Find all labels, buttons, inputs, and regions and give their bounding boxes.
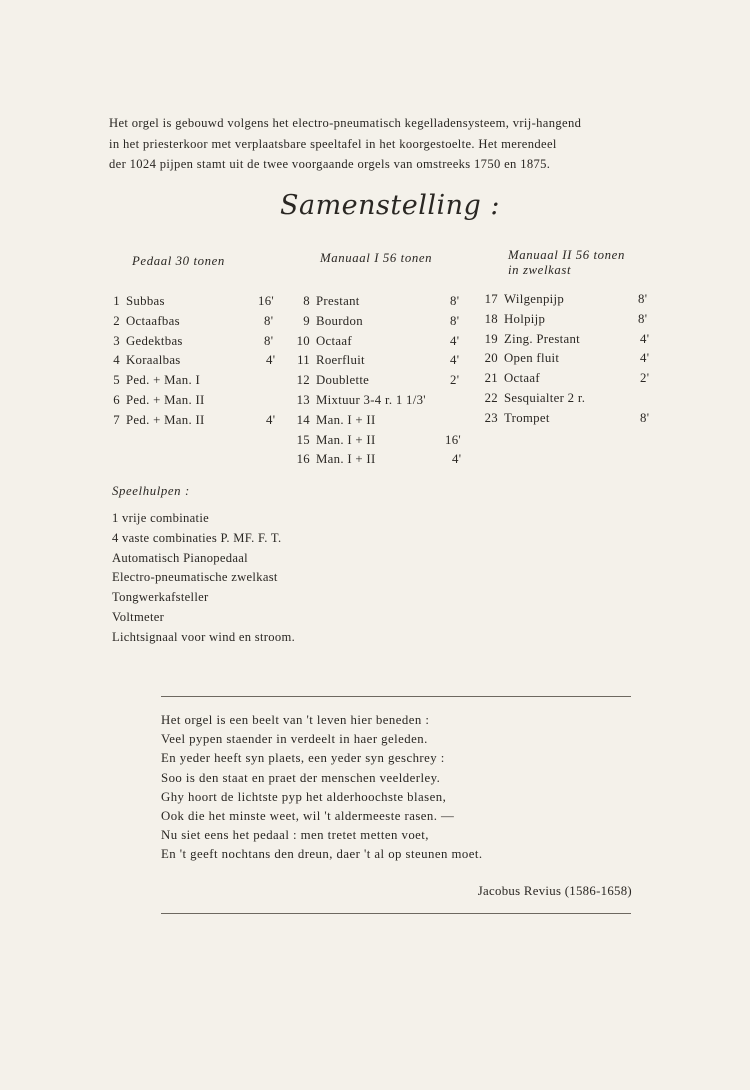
stop-pitch: 8' (638, 292, 648, 306)
stop-row (478, 330, 663, 350)
aids-item: 1 vrije combinatie (112, 511, 210, 525)
stop-name: Gedektbas (126, 333, 183, 348)
stop-name: Koraalbas (126, 353, 181, 368)
stop-pitch: 4' (450, 353, 460, 368)
stop-row (290, 391, 480, 411)
stop-name: Octaaf (316, 333, 352, 348)
stop-pitch: 8' (264, 333, 274, 348)
stop-row (478, 310, 663, 330)
intro-line: Het orgel is gebouwd volgens het electro-pneumatisch kegelladensysteem, vrij-hangend (109, 116, 582, 130)
stop-row (290, 312, 480, 332)
poem (161, 711, 482, 865)
aids-title: Speelhulpen : (112, 484, 190, 498)
stop-name: Man. I + II (316, 452, 376, 467)
stop-row (290, 371, 480, 391)
stop-number: 11 (297, 353, 310, 368)
poem-line: Ghy hoort de lichtste pyp het alderhoochste blasen, (161, 789, 447, 804)
aids-item: Voltmeter (112, 609, 165, 624)
aids-item: Electro-pneumatische zwelkast (112, 570, 278, 585)
poem-line: Nu siet eens het pedaal : men tretet metten voet, (161, 828, 429, 843)
stop-number: 22 (484, 390, 498, 405)
stop-number: 3 (113, 333, 120, 348)
aids-item: 4 vaste combinaties P. MF. F. T. (112, 530, 282, 545)
stop-number: 15 (296, 432, 310, 447)
stop-number: 18 (484, 311, 498, 326)
stop-row (290, 450, 480, 470)
stop-row (290, 351, 480, 371)
stop-pitch: 4' (640, 351, 650, 366)
stop-pitch: 8' (264, 313, 274, 328)
bottom-divider (161, 913, 631, 914)
stop-pitch: 4' (266, 412, 276, 427)
stop-pitch: 8' (638, 311, 648, 326)
poem-author: Jacobus Revius (1586-1658) (477, 884, 632, 898)
stop-number: 13 (296, 392, 310, 407)
stop-row (290, 292, 480, 312)
stop-number: 1 (113, 294, 120, 308)
stop-name: Ped. + Man. II (126, 412, 205, 427)
stop-pitch: 4' (450, 333, 460, 348)
stop-row (478, 290, 663, 310)
stop-number: 19 (484, 331, 498, 346)
column-title-text: Pedaal 30 tonen (132, 254, 225, 268)
column-title-pedaal (132, 254, 225, 269)
stop-row (100, 351, 280, 371)
stop-name: Subbas (126, 294, 165, 308)
intro-line: der 1024 pijpen stamt uit de twee voorgaande orgels van omstreeks 1750 en 1875. (109, 157, 551, 171)
poem-line: En 't geeft nochtans den dreun, daer 't al op steunen moet. (161, 847, 483, 862)
stop-name: Prestant (316, 294, 360, 308)
stop-name: Sesquialter 2 r. (504, 390, 586, 405)
stop-number: 14 (296, 412, 310, 427)
stop-pitch: 2' (450, 373, 460, 388)
stop-pitch: 8' (450, 313, 460, 328)
stop-pitch: 8' (640, 410, 650, 425)
stop-pitch: 4' (452, 452, 462, 467)
column-title-text: Manuaal I 56 tonen (320, 251, 433, 265)
stop-row (100, 411, 280, 431)
stop-pitch: 4' (640, 331, 650, 346)
stop-number: 2 (113, 313, 120, 328)
stop-number: 17 (484, 292, 498, 306)
stop-list-manuaal-2 (478, 290, 663, 429)
stop-name: Bourdon (316, 313, 363, 328)
stop-row (100, 391, 280, 411)
stop-row (100, 312, 280, 332)
stop-pitch: 8' (450, 294, 460, 308)
stop-name: Open fluit (504, 351, 560, 366)
stop-number: 23 (484, 410, 498, 425)
stop-number: 6 (113, 392, 120, 407)
stop-list-pedaal (100, 292, 280, 431)
stop-name: Octaafbas (126, 313, 180, 328)
aids-list (112, 509, 295, 648)
stop-number: 7 (113, 412, 120, 427)
stop-name: Trompet (504, 410, 550, 425)
stop-row (478, 349, 663, 369)
poem-line: Het orgel is een beelt van 't leven hier beneden : (161, 713, 430, 727)
stop-pitch: 16' (445, 432, 462, 447)
stop-number: 16 (296, 452, 310, 467)
stop-row (100, 292, 280, 312)
stop-number: 10 (296, 333, 310, 348)
intro-line: in het priesterkoor met verplaatsbare speeltafel in het koorgestoelte. Het merendeel (109, 136, 557, 151)
stop-row (290, 411, 480, 431)
stop-name: Zing. Prestant (504, 331, 580, 346)
aids-item: Lichtsignaal voor wind en stroom. (112, 629, 296, 644)
column-title-text: Manuaal II 56 tonen (508, 248, 625, 262)
column-title-manuaal-2 (508, 248, 625, 278)
column-title-manuaal-1 (320, 251, 432, 266)
poem-line: Soo is den staat en praet der menschen veelderley. (161, 770, 441, 785)
stop-pitch: 2' (640, 371, 650, 386)
stop-pitch: 4' (266, 353, 276, 368)
stop-number: 9 (303, 313, 310, 328)
stop-name: Man. I + II (316, 412, 376, 427)
stop-pitch: 16' (258, 294, 275, 308)
stop-list-manuaal-1 (290, 292, 480, 470)
poem-line: Ook die het minste weet, wil 't aldermeeste rasen. — (161, 808, 455, 823)
poem-line: En yeder heeft syn plaets, een yeder syn geschrey : (161, 751, 445, 766)
stop-number: 21 (484, 371, 498, 386)
section-heading: Samenstelling : (279, 190, 500, 221)
stop-name: Holpijp (504, 311, 546, 326)
stop-row (478, 389, 663, 409)
stop-number: 5 (113, 373, 120, 388)
stop-name: Doublette (316, 373, 370, 388)
stop-number: 20 (484, 351, 498, 366)
stop-name: Roerfluit (316, 353, 365, 368)
poem-line: Veel pypen staender in verdeelt in haer geleden. (161, 732, 428, 747)
stop-name: Ped. + Man. II (126, 392, 205, 407)
stop-row (100, 371, 280, 391)
aids-item: Automatisch Pianopedaal (112, 550, 248, 565)
stop-row (478, 369, 663, 389)
column-subtitle: in zwelkast (508, 263, 572, 277)
stop-name: Man. I + II (316, 432, 376, 447)
stop-number: 4 (113, 353, 120, 368)
stop-row (100, 332, 280, 352)
stop-row (290, 431, 480, 451)
aids-item: Tongwerkafsteller (112, 590, 209, 605)
stop-row (478, 409, 663, 429)
stop-number: 12 (296, 373, 310, 388)
stop-name: Mixtuur 3-4 r. 1 1/3' (316, 392, 426, 407)
top-divider (161, 696, 631, 697)
stop-number: 8 (303, 294, 310, 308)
intro-paragraph (109, 113, 674, 175)
stop-name: Wilgenpijp (504, 292, 565, 306)
stop-row (290, 332, 480, 352)
stop-name: Octaaf (504, 371, 540, 386)
stop-name: Ped. + Man. I (126, 373, 201, 388)
